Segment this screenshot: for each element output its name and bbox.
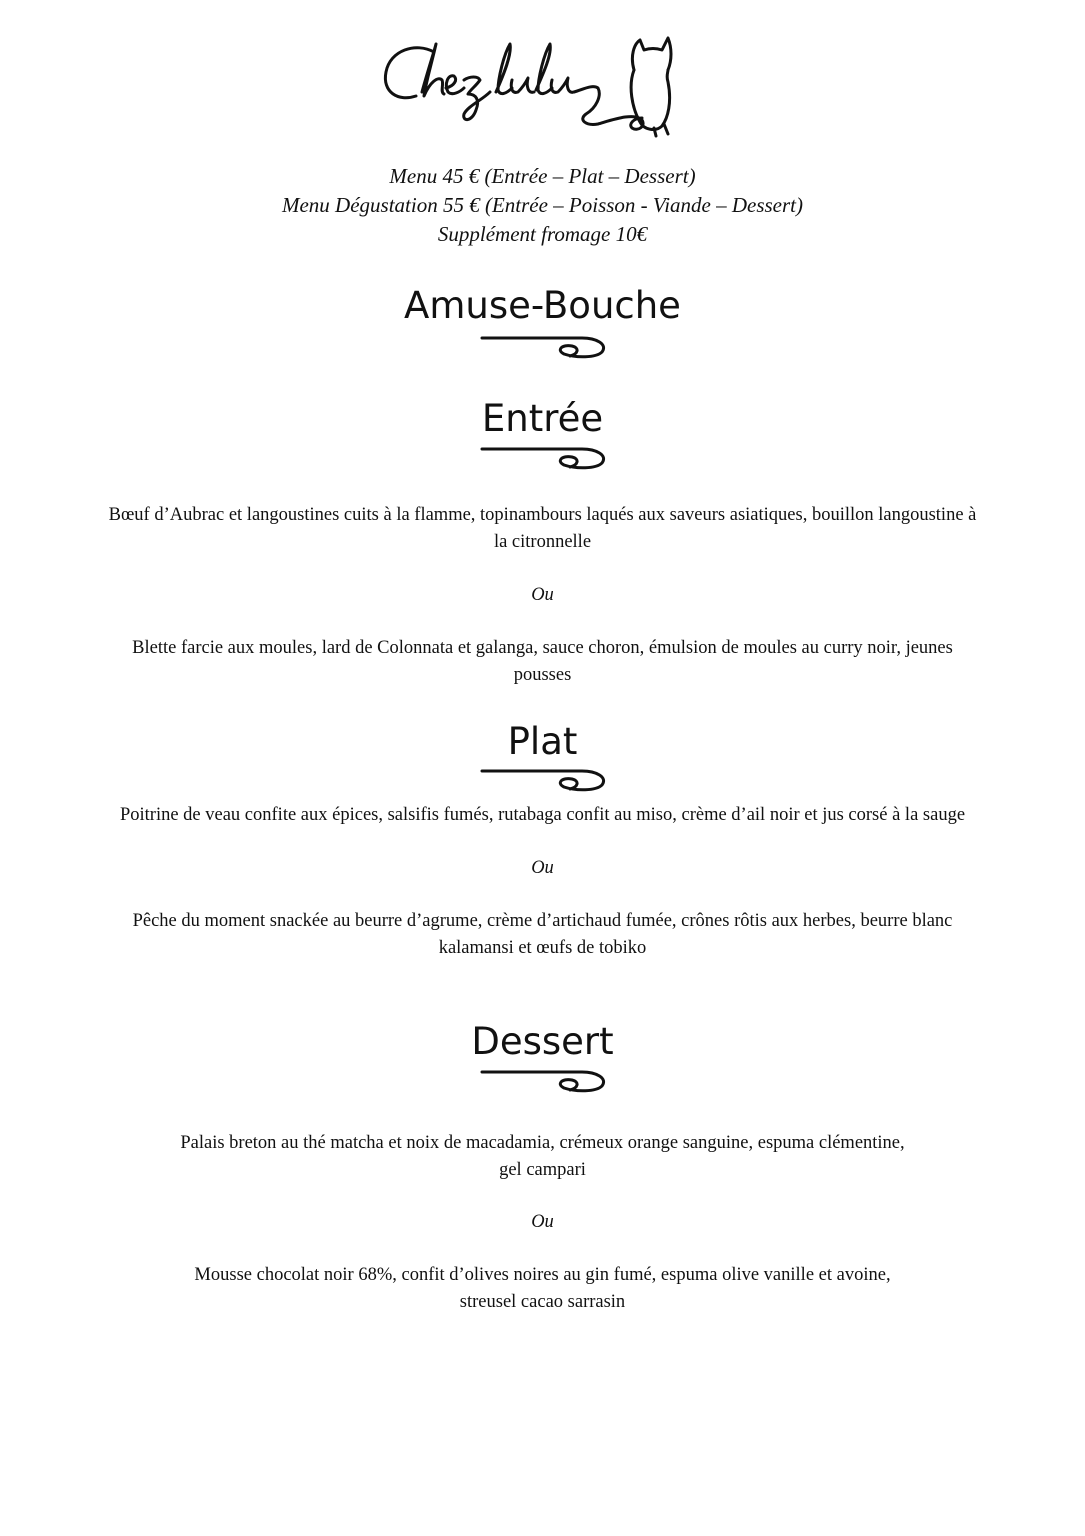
dish-line: Blette farcie aux moules, lard de Colonnata et galanga, sauce choron, émulsion de moules au curry noir, jeunes: [132, 638, 953, 658]
plat-dish-2: [0, 908, 1085, 962]
dish-line: Palais breton au thé matcha et noix de macadamia, crémeux orange sanguine, espuma clémentine,: [180, 1133, 905, 1153]
plat-dish-1: [0, 802, 1085, 829]
section-plat: [0, 720, 1085, 764]
cheese-supplement-line: Supplément fromage 10€: [437, 222, 648, 246]
swirl-divider-icon: [478, 763, 610, 793]
tasting-menu-price-line: Menu Dégustation 55 € (Entrée – Poisson - Viande – Dessert): [281, 193, 804, 217]
or-label: Ou: [531, 585, 554, 605]
swirl-divider-icon: [478, 1064, 610, 1094]
or-label: Ou: [531, 858, 554, 878]
dish-line: Bœuf d’Aubrac et langoustines cuits à la flamme, topinambours laqués aux saveurs asiatiques, bouillon langoustine à: [108, 505, 977, 525]
dish-line: gel campari: [499, 1160, 586, 1180]
entree-dish-2: [0, 635, 1085, 689]
dish-line: streusel cacao sarrasin: [459, 1292, 626, 1312]
dish-line: Poitrine de veau confite aux épices, salsifis fumés, rutabaga confit au miso, crème d’ail noir et jus corsé à la sauge: [119, 805, 966, 825]
dish-line: Pêche du moment snackée au beurre d’agrume, crème d’artichaud fumée, crônes rôtis aux herbes, beurre blanc: [132, 911, 953, 931]
section-title: Plat: [507, 720, 578, 763]
dessert-dish-2: [0, 1262, 1085, 1316]
or-separator: [0, 1209, 1085, 1236]
swirl-divider-icon: [478, 330, 610, 360]
section-title: Dessert: [471, 1020, 614, 1063]
section-title: Entrée: [481, 397, 604, 440]
dish-line: kalamansi et œufs de tobiko: [438, 938, 647, 958]
dish-line: pousses: [513, 665, 572, 685]
section-entree: [0, 397, 1085, 441]
swirl-divider-icon: [478, 441, 610, 471]
or-separator: [0, 855, 1085, 882]
section-amuse-bouche: [0, 284, 1085, 328]
menu-price-line: Menu 45 € (Entrée – Plat – Dessert): [389, 164, 696, 188]
section-dessert: [0, 1020, 1085, 1064]
dessert-dish-1: [0, 1130, 1085, 1184]
entree-dish-1: [0, 502, 1085, 556]
restaurant-logo: [372, 30, 712, 145]
or-separator: [0, 582, 1085, 609]
section-title: Amuse-Bouche: [404, 284, 681, 327]
dish-line: Mousse chocolat noir 68%, confit d’olives noires au gin fumé, espuma olive vanille et avoine,: [194, 1265, 891, 1285]
or-label: Ou: [531, 1212, 554, 1232]
dish-line: la citronnelle: [493, 532, 592, 552]
menu-prices: [0, 162, 1085, 249]
